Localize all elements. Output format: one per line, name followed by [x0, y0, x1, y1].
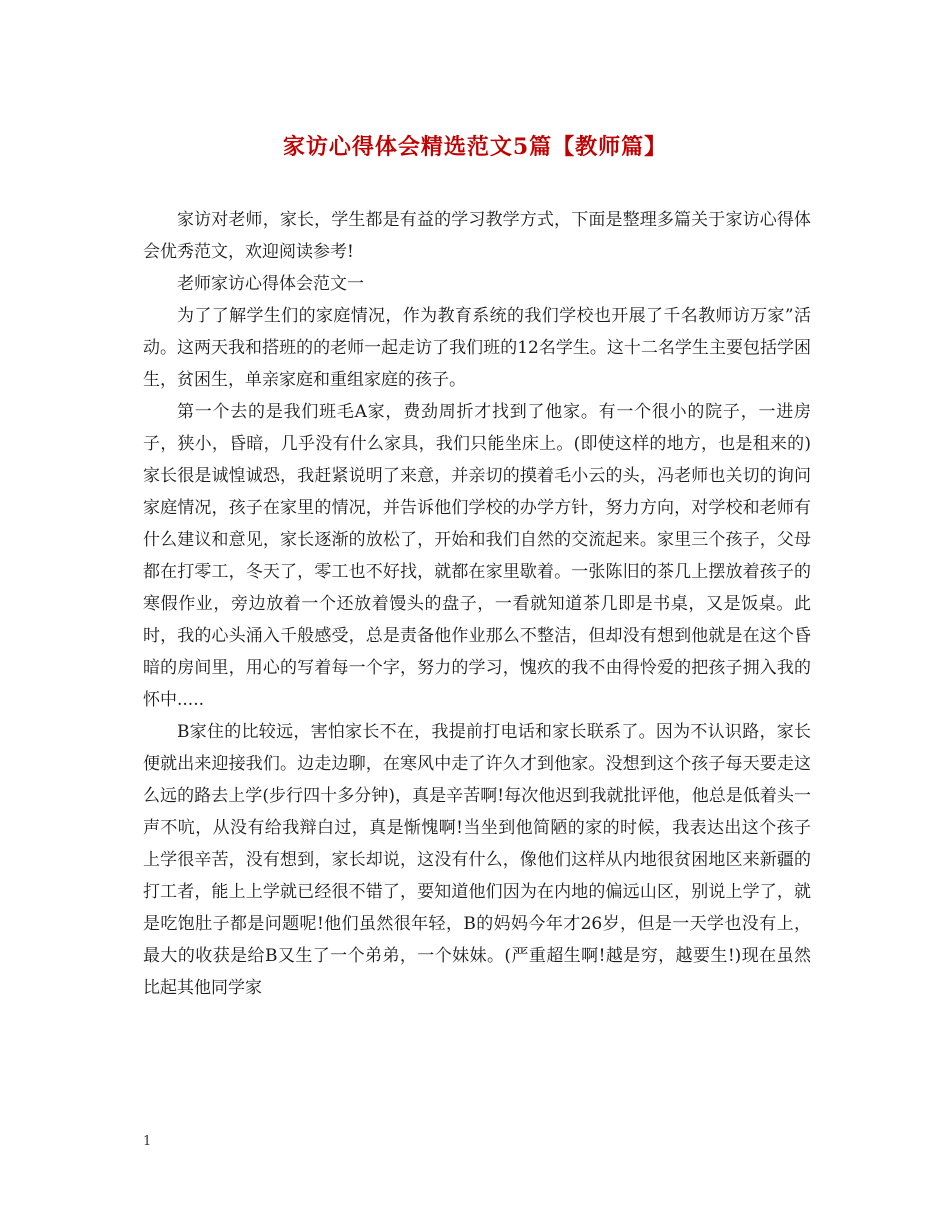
- body-paragraph: B家住的比较远，害怕家长不在，我提前打电话和家长联系了。因为不认识路，家长便就出来迎接我们。边走边聊，在寒风中走了许久才到他家。没想到这个孩子每天要走这么远的路去上学(步行四十多分钟)，真是辛苦啊!每次他迟到我就批评他，他总是低着头一声不吭，从没有给我辩白过，真是惭愧啊!当坐到他简陋的家的时候，我表达出这个孩子上学很辛苦，没有想到，家长却说，这没有什么，像他们这样从内地很贫困地区来新疆的打工者，能上上学就已经很不错了，要知道他们因为在内地的偏远山区，别说上学了，就是吃饱肚子都是问题呢!他们虽然很年轻，B的妈妈今年才26岁，但是一天学也没有上，最大的收获是给B又生了一个弟弟，一个妹妹。(严重超生啊!越是穷，越要生!)现在虽然比起其他同学家: [143, 722, 811, 998]
- page-number: 1: [143, 1134, 152, 1149]
- document-body: [143, 204, 811, 1004]
- document-title: 家访心得体会精选范文5篇【教师篇】: [282, 134, 668, 160]
- body-paragraph: 为了了解学生们的家庭情况，作为教育系统的我们学校也开展了千名教师访万家”活动。这两天我和搭班的的老师一起走访了我们班的12名学生。这十二名学生主要包括学困生，贫困生，单亲家庭和重组家庭的孩子。: [143, 306, 811, 390]
- intro-paragraph: 家访对老师，家长，学生都是有益的学习教学方式，下面是整理多篇关于家访心得体会优秀范文，欢迎阅读参考!: [143, 210, 811, 262]
- body-paragraph: 第一个去的是我们班毛A家，费劲周折才找到了他家。有一个很小的院子，一进房子，狭小，昏暗，几乎没有什么家具，我们只能坐床上。(即使这样的地方，也是租来的)家长很是诚惶诚恐，我赶紧说明了来意，并亲切的摸着毛小云的头，冯老师也关切的询问家庭情况，孩子在家里的情况，并告诉他们学校的办学方针，努力方向，对学校和老师有什么建议和意见，家长逐渐的放松了，开始和我们自然的交流起来。家里三个孩子，父母都在打零工，冬天了，零工也不好找，就都在家里歇着。一张陈旧的茶几上摆放着孩子的寒假作业，旁边放着一个还放着馒头的盘子，一看就知道茶几即是书桌，又是饭桌。此时，我的心头涌入千般感受，总是责备他作业那么不整洁，但却没有想到他就是在这个昏暗的房间里，用心的写着每一个字，努力的学习，愧疚的我不由得怜爱的把孩子拥入我的怀中.....: [143, 402, 811, 710]
- section-heading: 老师家访心得体会范文一: [177, 274, 364, 294]
